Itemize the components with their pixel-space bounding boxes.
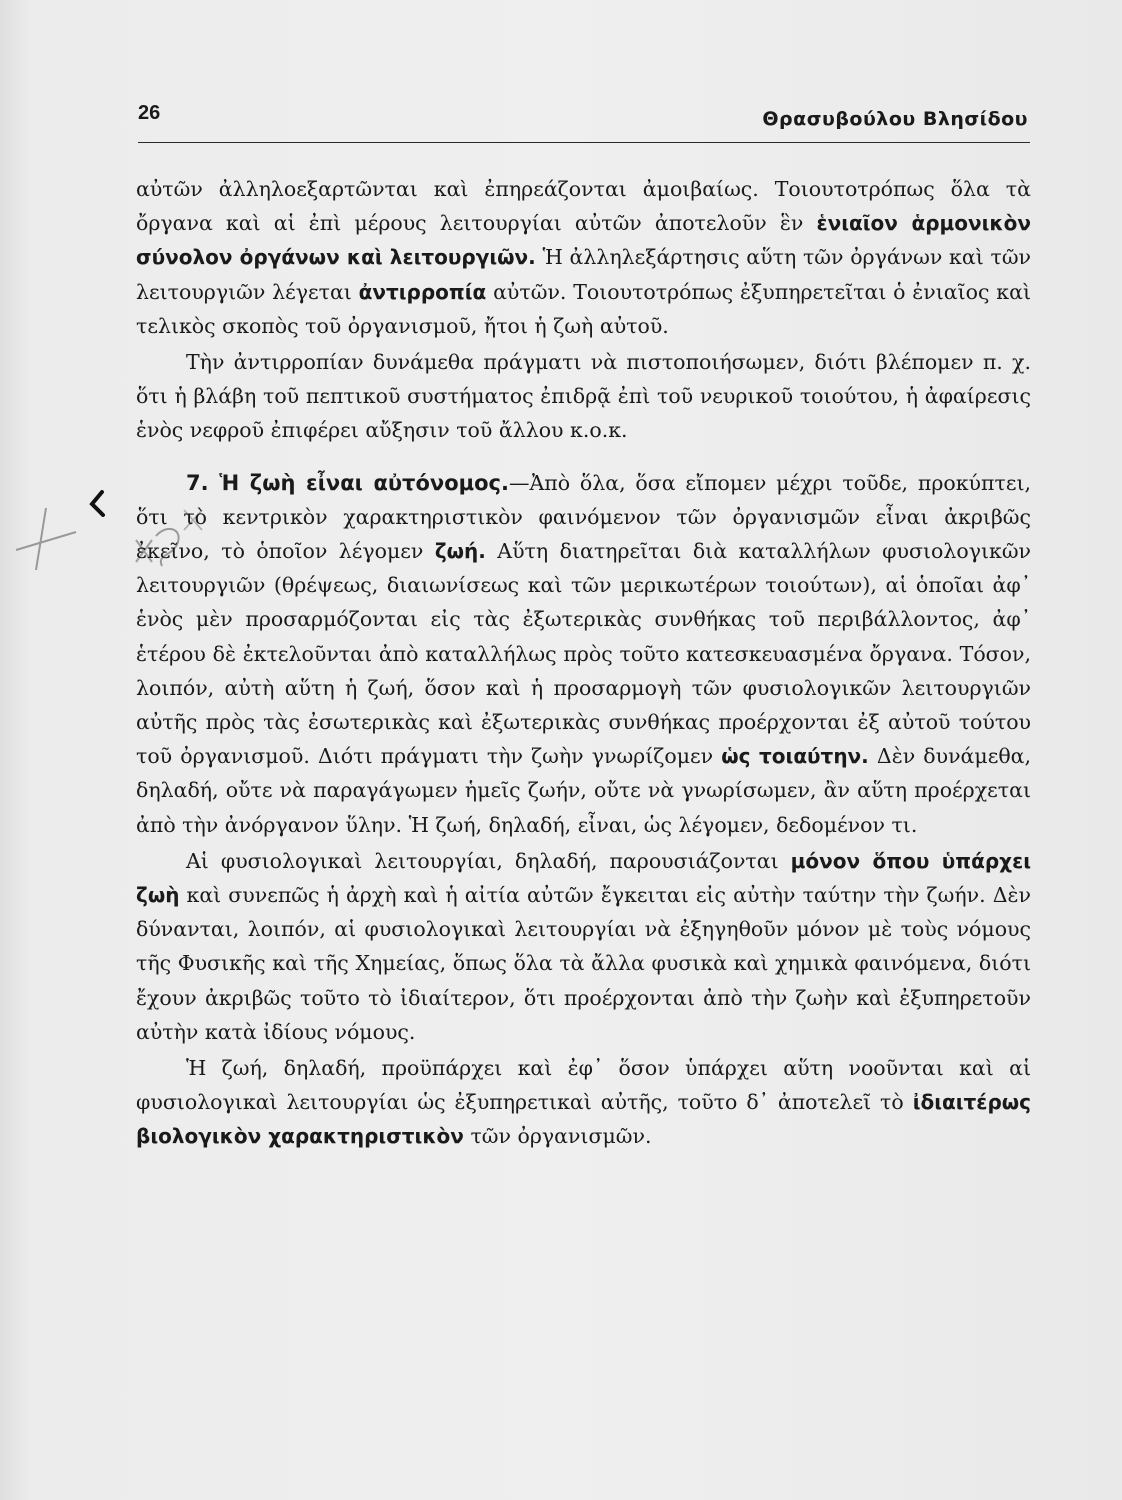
- section-7-text-cont: Αὕτη διατηρεῖται διὰ καταλλήλων φυσιολογικῶν λειτουργιῶν (θρέψεως, διαιωνίσεως καὶ τῶν μερικωτέρων τοιούτων), αἱ ὁποῖαι ἀφ᾿ ἑνὸς μὲν προσαρμόζονται εἰς τὰς ἐξωτερικὰς συνθήκας τοῦ περιβάλλοντος, ἀφ᾿ ἑτέρου δὲ ἐκτελοῦνται ἀπὸ καταλλήλως πρὸς τοῦτο κατεσκευασμένα ὄργανα. Τόσον, λοιπόν, αὐτὴ αὕτη ἡ ζωή, ὅσον καὶ ἡ προσαρμογὴ τῶν φυσιολογικῶν λειτουργιῶν αὐτῆς πρὸς τὰς ἐσωτερικὰς καὶ ἐξωτερικὰς συνθήκας προέρχονται ἐξ αὐτοῦ τούτου τοῦ ὀργανισμοῦ. Διότι πράγματι τὴν ζωὴν γνωρίζομεν: [136, 539, 1031, 769]
- section-7-text-end: Δὲν δυνάμεθα, δηλαδή, οὔτε νὰ παραγάγωμεν ἡμεῖς ζωήν, οὔτε νὰ γνωρίσωμεν, ἂν αὕτη προέρχεται ἀπὸ τὴν ἀνόργανον ὕλην. Ἡ ζωή, δηλαδή, εἶναι, ὡς λέγομεν, δεδομένον τι.: [136, 744, 1032, 837]
- emphasis-harmonious-whole: ἑνιαῖον ἁρμονικὸν σύνολον ὀργάνων καὶ λειτουργιῶν.: [136, 211, 1031, 270]
- section-heading: 7. Ἡ ζωὴ εἶναι αὐτόνομος.: [186, 470, 509, 495]
- paragraph-5: [136, 1051, 1031, 1154]
- section-7: [136, 466, 1031, 842]
- running-head: Θρασυβούλου Βλησίδου: [762, 108, 1028, 130]
- emphasis-antirropia: ἀντιρροπία: [358, 279, 487, 304]
- paragraph-1-text: αὐτῶν ἀλληλοεξαρτῶνται καὶ ἐπηρεάζονται ἀμοιβαίως. Τοιουτοτρόπως ὅλα τὰ ὄργανα καὶ αἱ ἐπὶ μέρους λειτουργίαι αὐτῶν ἀποτελοῦν ἓν: [136, 177, 1031, 236]
- paragraph-4-text: Αἱ φυσιολογικαὶ λειτουργίαι, δηλαδή, παρουσιάζονται: [186, 848, 791, 873]
- page-number: 26: [138, 102, 161, 124]
- paragraph-5-text: Ἡ ζωή, δηλαδή, προϋπάρχει καὶ ἐφ᾿ ὅσον ὑπάρχει αὕτη νοοῦνται καὶ αἱ φυσιολογικαὶ λειτουργίαι ὡς ἐξυπηρετικαὶ αὐτῆς, τοῦτο δ᾿ ἀποτελεῖ τὸ: [136, 1056, 1031, 1115]
- emphasis-as-such: ὡς τοιαύτην.: [721, 744, 869, 769]
- paragraph-4: [136, 844, 1031, 1049]
- emphasis-biological-characteristic: ἰδιαιτέρως βιολογικὸν χαρακτηριστικὸν: [136, 1090, 1031, 1149]
- paragraph-2-text: Τὴν ἀντιρροπίαν δυνάμεθα πράγματι νὰ πιστοποιήσωμεν, διότι βλέπομεν π. χ. ὅτι ἡ βλάβη τοῦ πεπτικοῦ συστήματος ἐπιδρᾷ ἐπὶ τοῦ νευρικοῦ τοιούτου, ἡ ἀφαίρεσις ἑνὸς νεφροῦ ἐπιφέρει αὔξησιν τοῦ ἄλλου κ.ο.κ.: [136, 350, 1031, 443]
- paragraph-2: [136, 345, 1031, 448]
- paragraph-5-text-end: τῶν ὀργανισμῶν.: [463, 1124, 652, 1149]
- paragraph-1-text-end: αὐτῶν. Τοιουτοτρόπως ἐξυπηρετεῖται ὁ ἐνιαῖος καὶ τελικὸς σκοπὸς τοῦ ὀργανισμοῦ, ἤτοι ἡ ζωὴ αὐτοῦ.: [136, 279, 1031, 338]
- paragraph-1-text-cont: Ἡ ἀλληλεξάρτησις αὕτη τῶν ὀργάνων καὶ τῶν λειτουργιῶν λέγεται: [136, 245, 1031, 304]
- paragraph-4-text-cont: καὶ συνεπῶς ἡ ἀρχὴ καὶ ἡ αἰτία αὐτῶν ἔγκειται εἰς αὐτὴν ταύτην τὴν ζωήν. Δὲν δύνανται, λοιπόν, αἱ φυσιολογικαὶ λειτουργίαι νὰ ἐξηγηθοῦν μόνον μὲ τοὺς νόμους τῆς Φυσικῆς καὶ τῆς Χημείας, ὅπως ὅλα τὰ ἄλλα φυσικὰ καὶ χημικὰ φαινόμενα, διότι ἔχουν ἀκριβῶς τοῦτο τὸ ἰδιαίτερον, ὅτι προέρχονται ἀπὸ τὴν ζωὴν καὶ ἐξυπηρετοῦν αὐτὴν κατὰ ἰδίους νόμους.: [136, 883, 1031, 1044]
- body-text: [136, 172, 1031, 1154]
- emphasis-life: ζωή.: [434, 539, 486, 564]
- page-header: [138, 100, 1030, 143]
- section-7-text: —Ἀπὸ ὅλα, ὅσα εἴπομεν μέχρι τοῦδε, προκύπτει, ὅτι τὸ κεντρικὸν χαρακτηριστικὸν φαινόμενον τῶν ὀργανισμῶν εἶναι ἀκριβῶς ἐκεῖνο, τὸ ὁποῖον λέγομεν: [136, 470, 1031, 564]
- emphasis-only-where-life: μόνον ὅπου ὑπάρχει ζωὴ: [136, 848, 1031, 908]
- paragraph-1: [136, 172, 1031, 343]
